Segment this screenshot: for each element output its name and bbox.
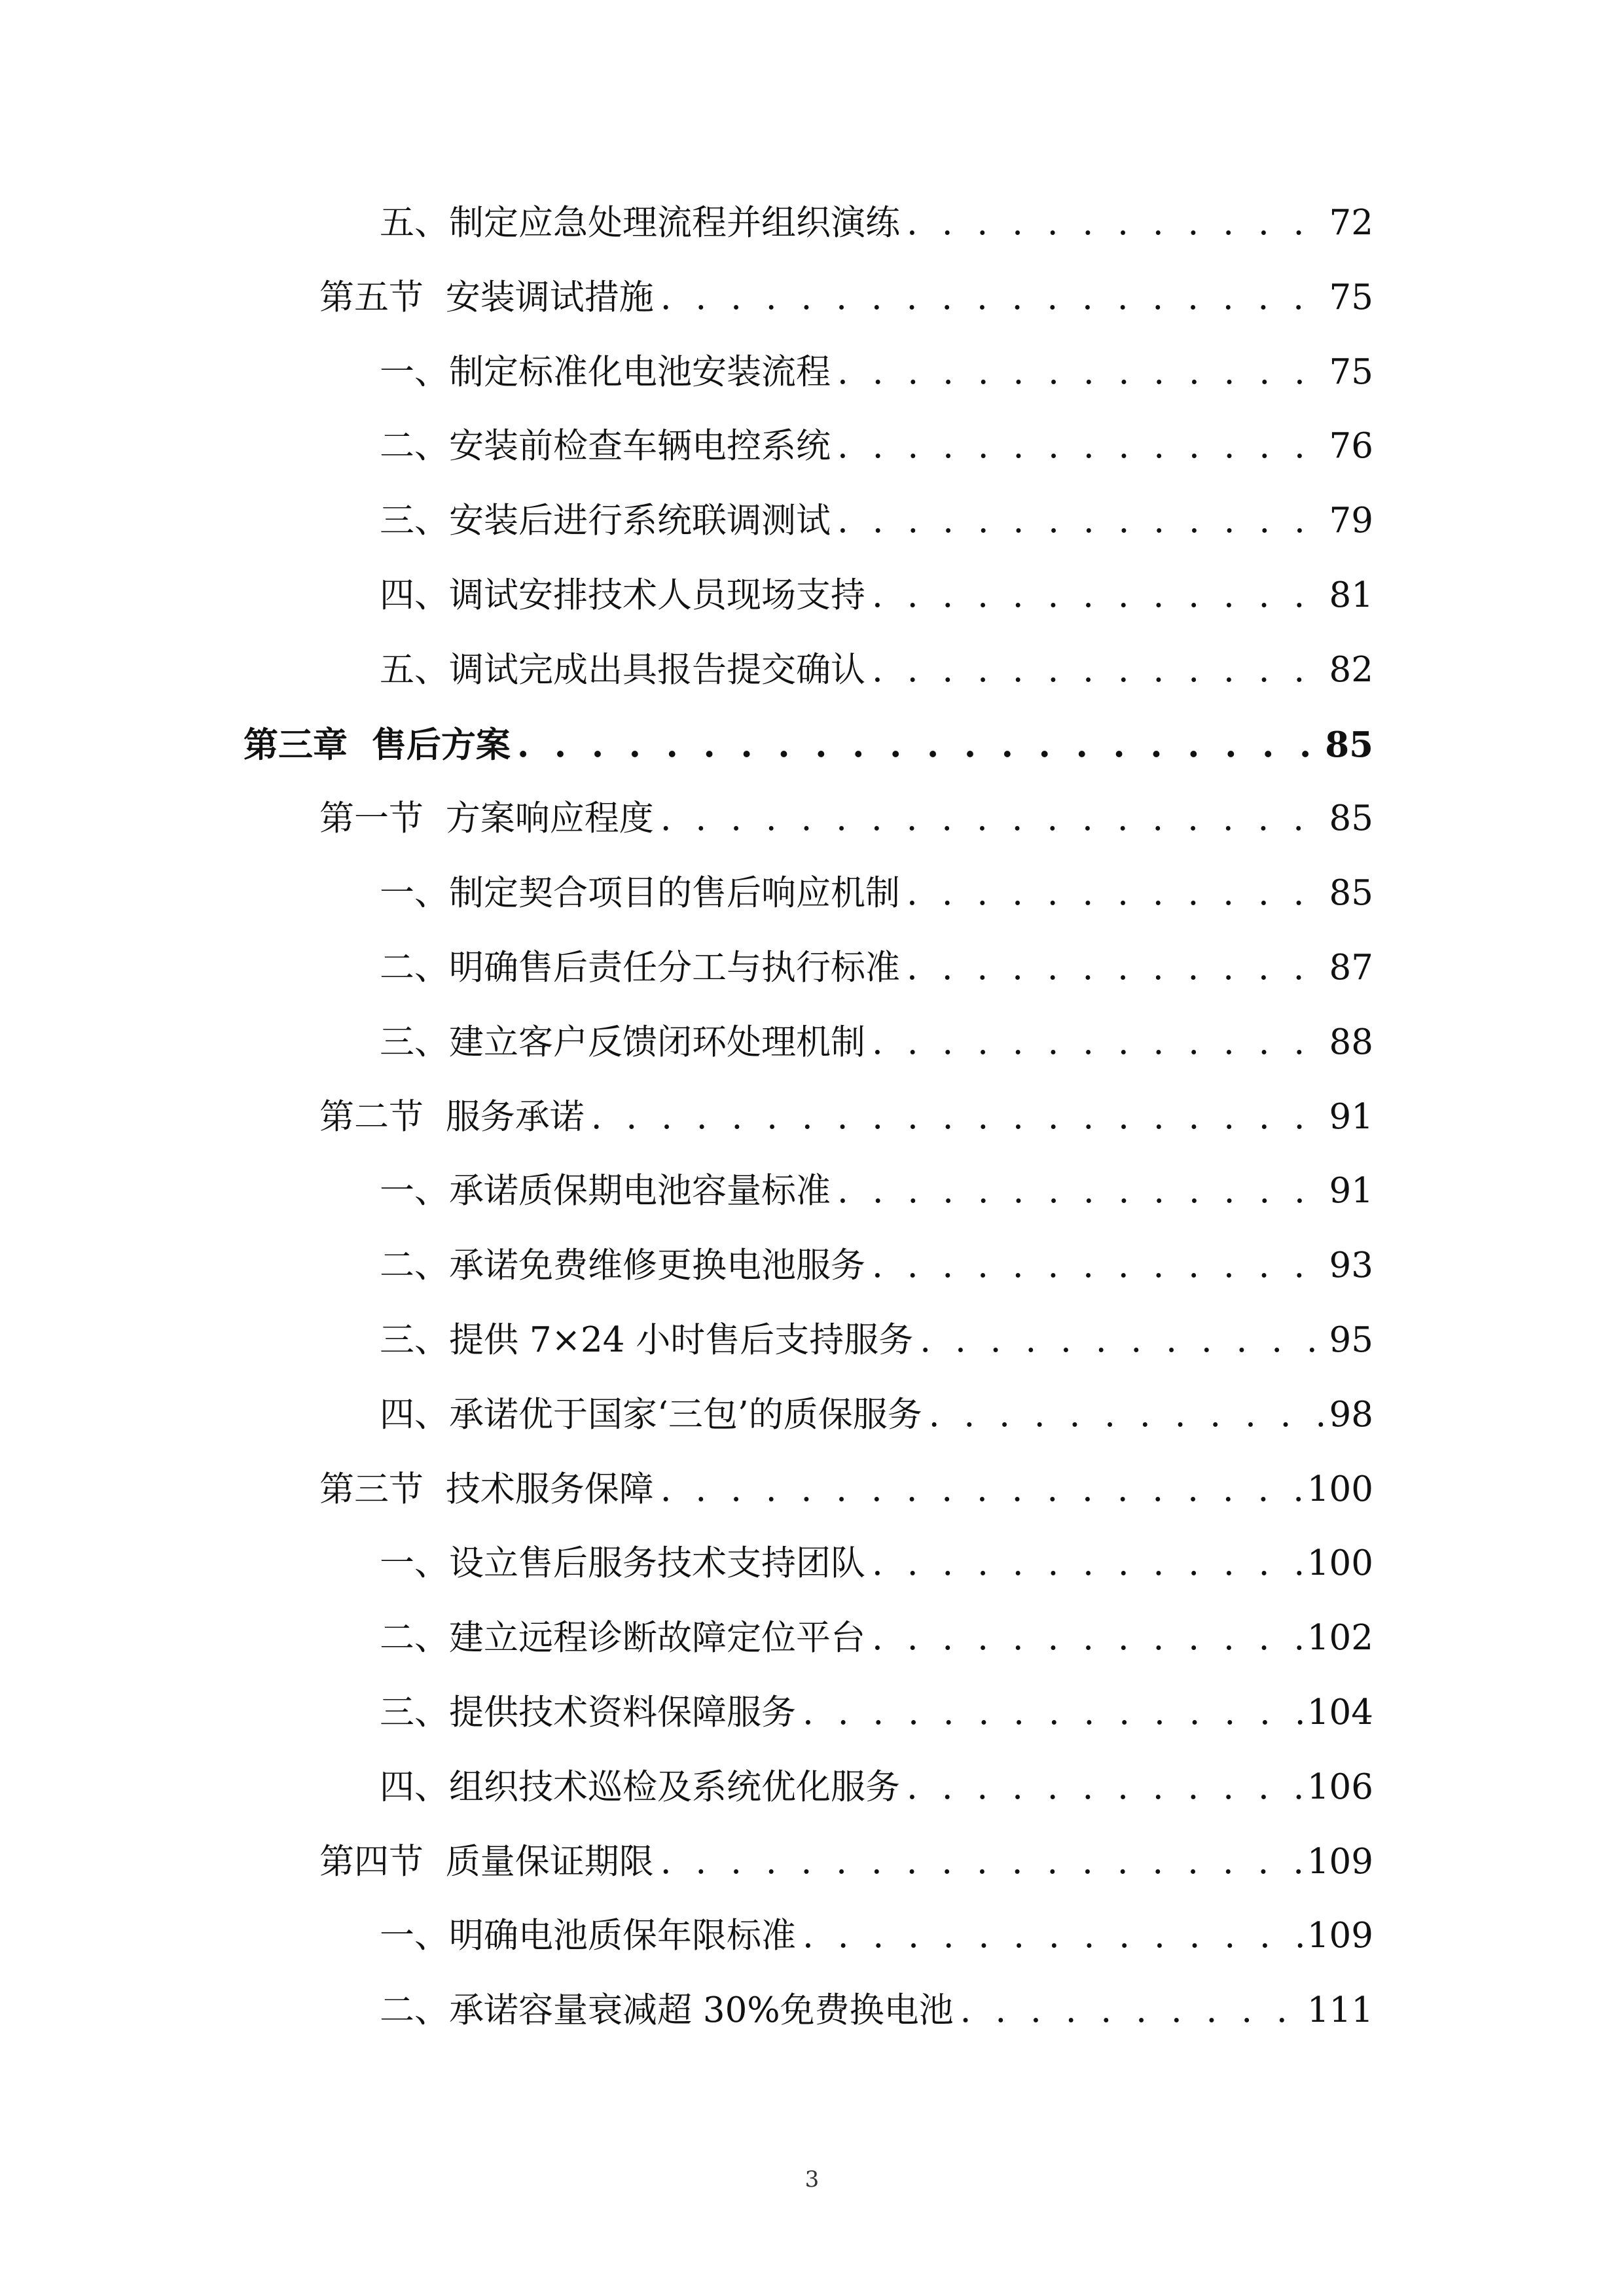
toc-entry-item[interactable] bbox=[380, 1758, 1373, 1817]
toc-dot-leader bbox=[831, 1162, 1329, 1221]
toc-entry-title: 第三节 技术服务保障 bbox=[319, 1469, 654, 1509]
toc-entry-item[interactable] bbox=[380, 1236, 1373, 1295]
toc-dot-leader bbox=[865, 641, 1329, 700]
toc-entry-page-number: 81 bbox=[1329, 575, 1373, 615]
toc-dot-leader bbox=[865, 1236, 1329, 1295]
toc-entry-page-number: 93 bbox=[1329, 1246, 1373, 1286]
toc-dot-leader bbox=[796, 1907, 1307, 1965]
toc-entry-title: 二、明确售后责任分工与执行标准 bbox=[380, 948, 900, 988]
toc-dot-leader bbox=[654, 1460, 1307, 1519]
toc-entry-item[interactable] bbox=[380, 864, 1373, 923]
toc-entry-page-number: 75 bbox=[1329, 277, 1373, 317]
toc-entry-chapter[interactable] bbox=[244, 715, 1373, 774]
toc-entry-title: 一、制定契合项目的售后响应机制 bbox=[380, 873, 900, 914]
toc-entry-page-number: 104 bbox=[1307, 1693, 1373, 1732]
toc-entry-item[interactable] bbox=[380, 1311, 1373, 1370]
toc-entry-page-number: 76 bbox=[1329, 426, 1373, 467]
toc-dot-leader bbox=[511, 715, 1325, 774]
toc-entry-title: 四、调试安排技术人员现场支持 bbox=[380, 575, 865, 615]
toc-entry-item[interactable] bbox=[380, 1683, 1373, 1742]
toc-dot-leader bbox=[865, 1534, 1307, 1593]
toc-entry-title: 三、安装后进行系统联调测试 bbox=[380, 501, 831, 541]
toc-entry-item[interactable] bbox=[380, 1907, 1373, 1965]
toc-entry-page-number: 75 bbox=[1329, 351, 1373, 392]
toc-dot-leader bbox=[654, 789, 1329, 848]
toc-dot-leader bbox=[831, 343, 1329, 402]
toc-dot-leader bbox=[900, 864, 1329, 923]
toc-entry-item[interactable] bbox=[380, 939, 1373, 997]
toc-entry-title: 一、制定标准化电池安装流程 bbox=[380, 351, 831, 392]
toc-entry-page-number: 87 bbox=[1329, 948, 1373, 988]
toc-dot-leader bbox=[900, 1758, 1307, 1817]
toc-dot-leader bbox=[654, 1833, 1307, 1892]
toc-entry-page-number: 91 bbox=[1329, 1096, 1373, 1137]
toc-entry-page-number: 85 bbox=[1329, 798, 1373, 839]
toc-entry-page-number: 85 bbox=[1325, 724, 1373, 765]
toc-entry-title: 第二节 服务承诺 bbox=[319, 1096, 585, 1137]
toc-entry-title: 二、承诺免费维修更换电池服务 bbox=[380, 1246, 865, 1286]
toc-dot-leader bbox=[831, 417, 1329, 476]
toc-entry-section[interactable] bbox=[319, 789, 1373, 848]
toc-entry-page-number: 91 bbox=[1329, 1171, 1373, 1211]
toc-entry-item[interactable] bbox=[380, 641, 1373, 700]
toc-entry-title: 第三章 售后方案 bbox=[244, 724, 511, 765]
toc-entry-item[interactable] bbox=[380, 343, 1373, 402]
toc-entry-section[interactable] bbox=[319, 1088, 1373, 1147]
toc-entry-page-number: 111 bbox=[1307, 1990, 1373, 2031]
toc-entry-item[interactable] bbox=[380, 1162, 1373, 1221]
toc-entry-title: 四、承诺优于国家‘三包’的质保服务 bbox=[380, 1394, 922, 1435]
toc-entry-item[interactable] bbox=[380, 1534, 1373, 1593]
toc-entry-title: 四、组织技术巡检及系统优化服务 bbox=[380, 1767, 900, 1807]
toc-entry-page-number: 72 bbox=[1329, 203, 1373, 243]
toc-dot-leader bbox=[913, 1311, 1329, 1370]
toc-entry-page-number: 88 bbox=[1329, 1022, 1373, 1062]
toc-entry-page-number: 109 bbox=[1307, 1841, 1373, 1882]
toc-dot-leader bbox=[900, 194, 1329, 253]
toc-entry-item[interactable] bbox=[380, 1013, 1373, 1072]
toc-entry-title: 二、承诺容量衰减超 30%免费换电池 bbox=[380, 1990, 954, 2031]
toc-entry-section[interactable] bbox=[319, 268, 1373, 327]
toc-entry-title: 三、提供技术资料保障服务 bbox=[380, 1693, 796, 1732]
toc-entry-page-number: 82 bbox=[1329, 649, 1373, 690]
toc-entry-page-number: 100 bbox=[1307, 1469, 1373, 1509]
toc-entry-item[interactable] bbox=[380, 1981, 1373, 2040]
toc-entry-section[interactable] bbox=[319, 1460, 1373, 1519]
toc-entry-title: 一、明确电池质保年限标准 bbox=[380, 1916, 796, 1956]
toc-entry-title: 三、建立客户反馈闭环处理机制 bbox=[380, 1022, 865, 1062]
toc-dot-leader bbox=[585, 1088, 1329, 1147]
toc-dot-leader bbox=[900, 939, 1329, 997]
toc-entry-page-number: 98 bbox=[1329, 1394, 1373, 1435]
toc-dot-leader bbox=[831, 492, 1329, 550]
toc-entry-title: 二、建立远程诊断故障定位平台 bbox=[380, 1618, 865, 1659]
toc-dot-leader bbox=[922, 1386, 1329, 1444]
toc-entry-title: 第五节 安装调试措施 bbox=[319, 277, 654, 317]
toc-entry-section[interactable] bbox=[319, 1833, 1373, 1892]
toc-entry-page-number: 109 bbox=[1307, 1916, 1373, 1956]
toc-entry-item[interactable] bbox=[380, 1609, 1373, 1668]
toc-entry-item[interactable] bbox=[380, 194, 1373, 253]
toc-dot-leader bbox=[865, 1609, 1307, 1668]
toc-entry-page-number: 95 bbox=[1329, 1320, 1373, 1360]
toc-dot-leader bbox=[865, 1013, 1329, 1072]
page-number: 3 bbox=[804, 2166, 820, 2193]
toc-entry-title: 第四节 质量保证期限 bbox=[319, 1841, 654, 1882]
toc-entry-title: 第一节 方案响应程度 bbox=[319, 798, 654, 839]
toc-entry-page-number: 102 bbox=[1307, 1618, 1373, 1659]
toc-entry-item[interactable] bbox=[380, 566, 1373, 625]
toc-entry-page-number: 79 bbox=[1329, 501, 1373, 541]
toc-entry-page-number: 100 bbox=[1307, 1543, 1373, 1584]
toc-entry-item[interactable] bbox=[380, 417, 1373, 476]
toc-dot-leader bbox=[654, 268, 1329, 327]
toc-dot-leader bbox=[954, 1981, 1307, 2040]
toc-dot-leader bbox=[865, 566, 1329, 625]
toc-entry-item[interactable] bbox=[380, 492, 1373, 550]
toc-entry-page-number: 85 bbox=[1329, 873, 1373, 914]
toc-entry-title: 五、制定应急处理流程并组织演练 bbox=[380, 203, 900, 243]
toc-entry-title: 一、设立售后服务技术支持团队 bbox=[380, 1543, 865, 1584]
toc-entry-title: 一、承诺质保期电池容量标准 bbox=[380, 1171, 831, 1211]
toc-entry-title: 五、调试完成出具报告提交确认 bbox=[380, 649, 865, 690]
toc-entry-title: 二、安装前检查车辆电控系统 bbox=[380, 426, 831, 467]
toc-entry-title: 三、提供 7×24 小时售后支持服务 bbox=[380, 1320, 914, 1360]
toc-entry-page-number: 106 bbox=[1307, 1767, 1373, 1807]
toc-dot-leader bbox=[796, 1683, 1307, 1742]
toc-entry-item[interactable] bbox=[380, 1386, 1373, 1444]
